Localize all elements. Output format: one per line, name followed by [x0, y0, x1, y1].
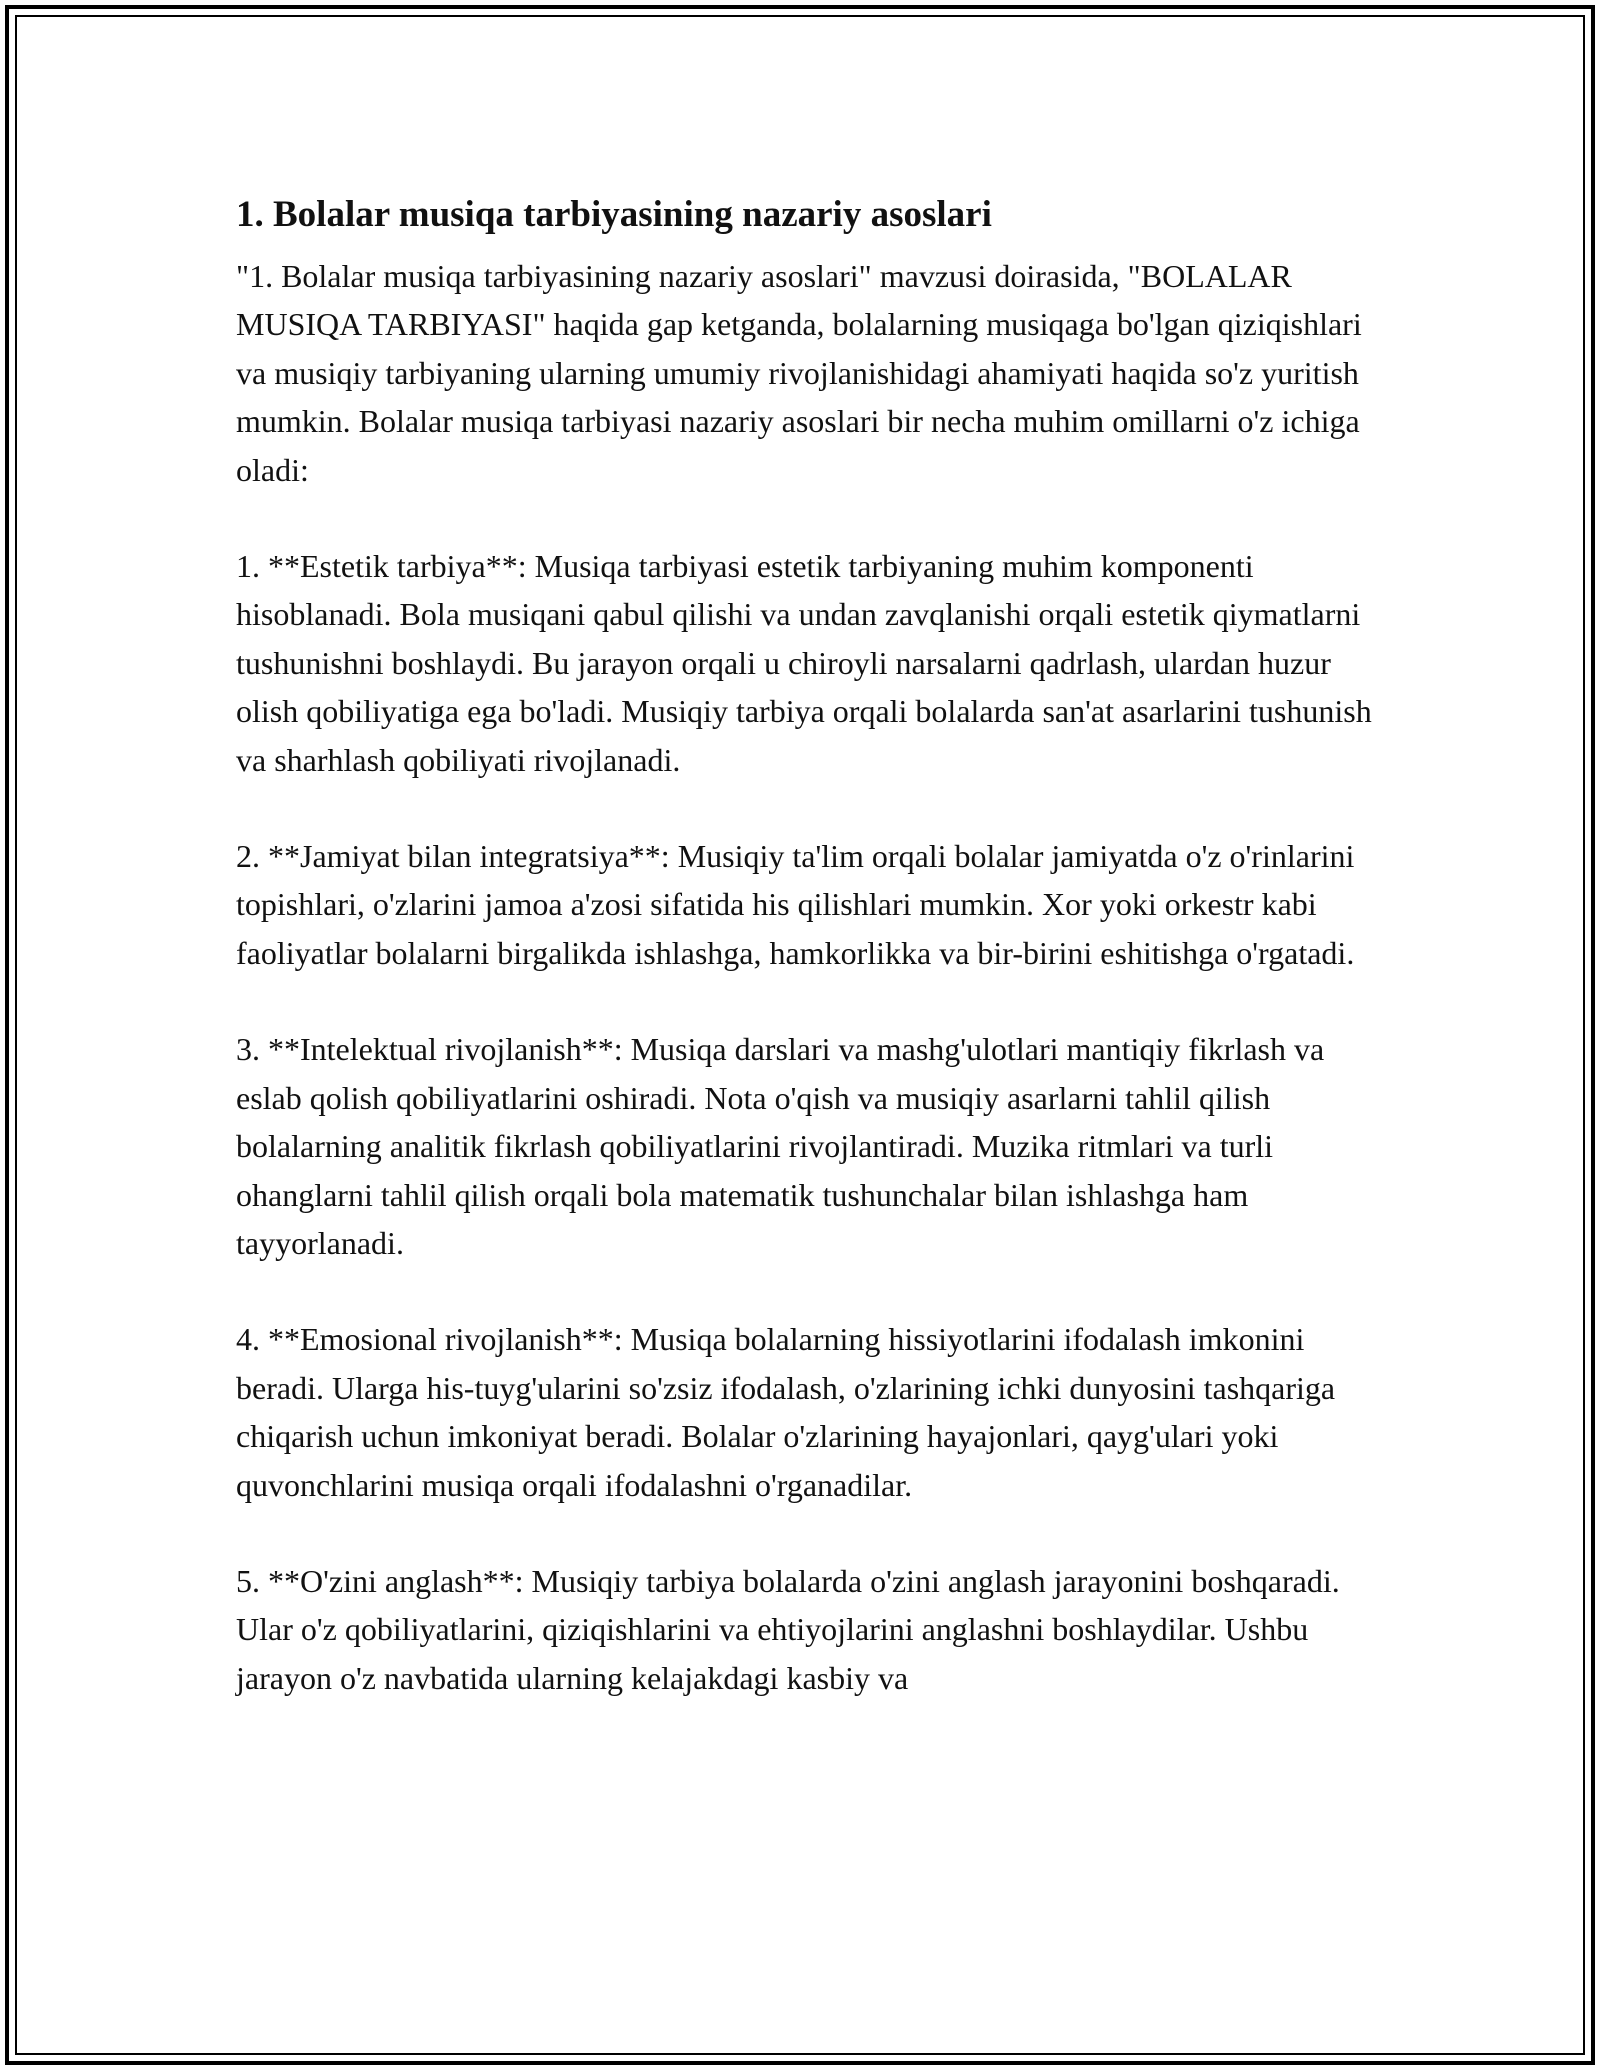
page-title: 1. Bolalar musiqa tarbiyasining nazariy asoslari: [236, 194, 992, 235]
paragraph-aesthetic-education: 1. **Estetik tarbiya**: Musiqa tarbiyasi estetik tarbiyaning muhim komponenti hisoblanadi. Bola musiqani qabul qilishi va undan zavqlanishi orqali estetik qiymatlarni tushunishni boshlaydi. Bu jarayon orqali u chiroyli narsalarni qadrlash, ulardan huzur olish qobiliyatiga ega bo'ladi. Musiqiy tarbiya orqali bolalarda san'at asarlarini tushunish va sharhlash qobiliyati rivojlanadi.: [236, 548, 1372, 778]
paragraph-emotional-development: 4. **Emosional rivojlanish**: Musiqa bolalarning hissiyotlarini ifodalash imkonini beradi. Ularga his-tuyg'ularini so'zsiz ifodalash, o'zlarining ichki dunyosini tashqariga chiqarish uchun imkoniyat beradi. Bolalar o'zlarining hayajonlari, qayg'ulari yoki quvonchlarini musiqa orqali ifodalashni o'rganadilar.: [236, 1321, 1336, 1503]
paragraph-social-integration: 2. **Jamiyat bilan integratsiya**: Musiqiy ta'lim orqali bolalar jamiyatda o'z o'rinlarini topishlari, o'zlarini jamoa a'zosi sifatida his qilishlari mumkin. Xor yoki orkestr kabi faoliyatlar bolalarni birgalikda ishlashga, hamkorlikka va bir-birini eshitishga o'rgatadi.: [236, 838, 1355, 971]
paragraph-self-awareness: 5. **O'zini anglash**: Musiqiy tarbiya bolalarda o'zini anglash jarayonini boshqaradi. Ular o'z qobiliyatlarini, qiziqishlarini va ehtiyojlarini anglashni boshlaydilar. Ushbu jarayon o'z navbatida ularning kelajakdagi kasbiy va: [236, 1562, 1340, 1696]
paragraph-intro: "1. Bolalar musiqa tarbiyasining nazariy asoslari" mavzusi doirasida, "BOLALAR MUSIQA TARBIYASI" haqida gap ketganda, bolalarning musiqaga bo'lgan qiziqishlari va musiqiy tarbiyaning ularning umumiy rivojlanishidagi ahamiyati haqida so'z yuritish mumkin. Bolalar musiqa tarbiyasi nazariy asoslari bir necha muhim omillarni o'z ichiga oladi:: [236, 258, 1362, 488]
paragraph-intellectual-development: 3. **Intelektual rivojlanish**: Musiqa darslari va mashg'ulotlari mantiqiy fikrlash va eslab qolish qobiliyatlarini oshiradi. Nota o'qish va musiqiy asarlarni tahlil qilish bolalarning analitik fikrlash qobiliyatlarini rivojlantiradi. Muzika ritmlari va turli ohanglarni tahlil qilish orqali bola matematik tushunchalar bilan ishlashga ham tayyorlanadi.: [236, 1031, 1325, 1261]
document-body: [236, 186, 1376, 1702]
